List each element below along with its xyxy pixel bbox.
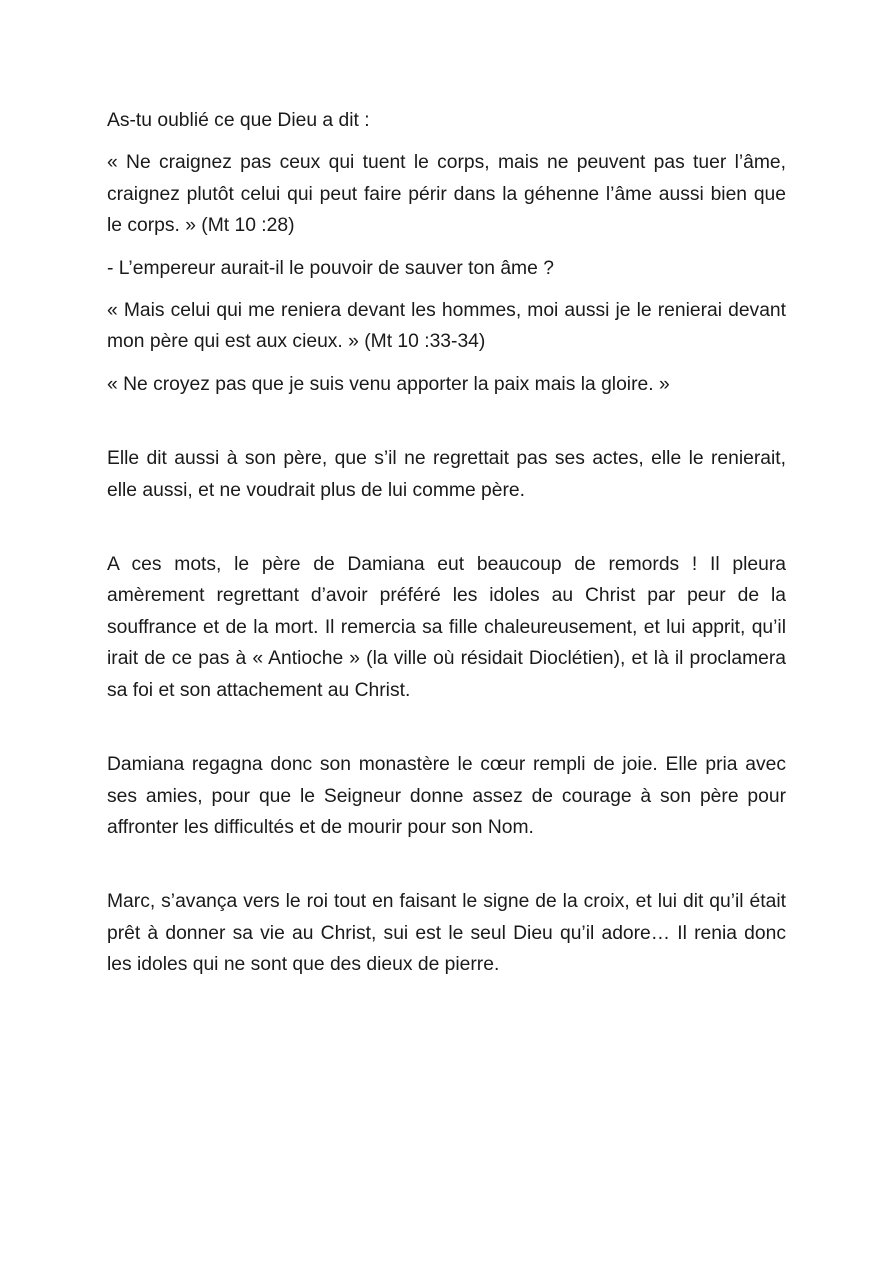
paragraph-quote-peace: « Ne croyez pas que je suis venu apporter la paix mais la gloire. »: [107, 373, 670, 395]
paragraph-monastery: Damiana regagna donc son monastère le cœur rempli de joie. Elle pria avec ses amies, pour que le Seigneur donne assez de courage à son père pour affronter les difficultés et de mourir pour son Nom.: [107, 754, 786, 838]
paragraph-father-warning: Elle dit aussi à son père, que s’il ne regrettait pas ses actes, elle le renierait, elle aussi, et ne voudrait plus de lui comme père.: [107, 448, 786, 501]
paragraph-question-emperor: - L’empereur aurait-il le pouvoir de sauver ton âme ?: [107, 257, 554, 279]
paragraph-quote-matthew-10-28: « Ne craignez pas ceux qui tuent le corps, mais ne peuvent pas tuer l’âme, craignez plutôt celui qui peut faire périr dans la géhenne l’âme aussi bien que le corps. » (Mt 10 :28): [107, 152, 786, 237]
text-body: [107, 105, 786, 981]
paragraph-intro: As-tu oublié ce que Dieu a dit :: [107, 110, 370, 131]
paragraph-father-remorse: A ces mots, le père de Damiana eut beaucoup de remords ! Il pleura amèrement regrettant d’avoir préféré les idoles au Christ par peur de la souffrance et de la mort. Il remercia sa fille chaleureusement, et lui apprit, qu’il irait de ce pas à « Antioche » (la ville où résidait Dioclétien), et là il proclamera sa foi et son attachement au Christ.: [107, 554, 786, 701]
paragraph-marc: Marc, s’avança vers le roi tout en faisant le signe de la croix, et lui dit qu’il était prêt à donner sa vie au Christ, sui est le seul Dieu qu’il adore… Il renia donc les idoles qui ne sont que des dieux de pierre.: [107, 891, 786, 976]
paragraph-quote-matthew-10-33: « Mais celui qui me reniera devant les hommes, moi aussi je le renierai devant mon père qui est aux cieux. » (Mt 10 :33-34): [107, 300, 786, 353]
